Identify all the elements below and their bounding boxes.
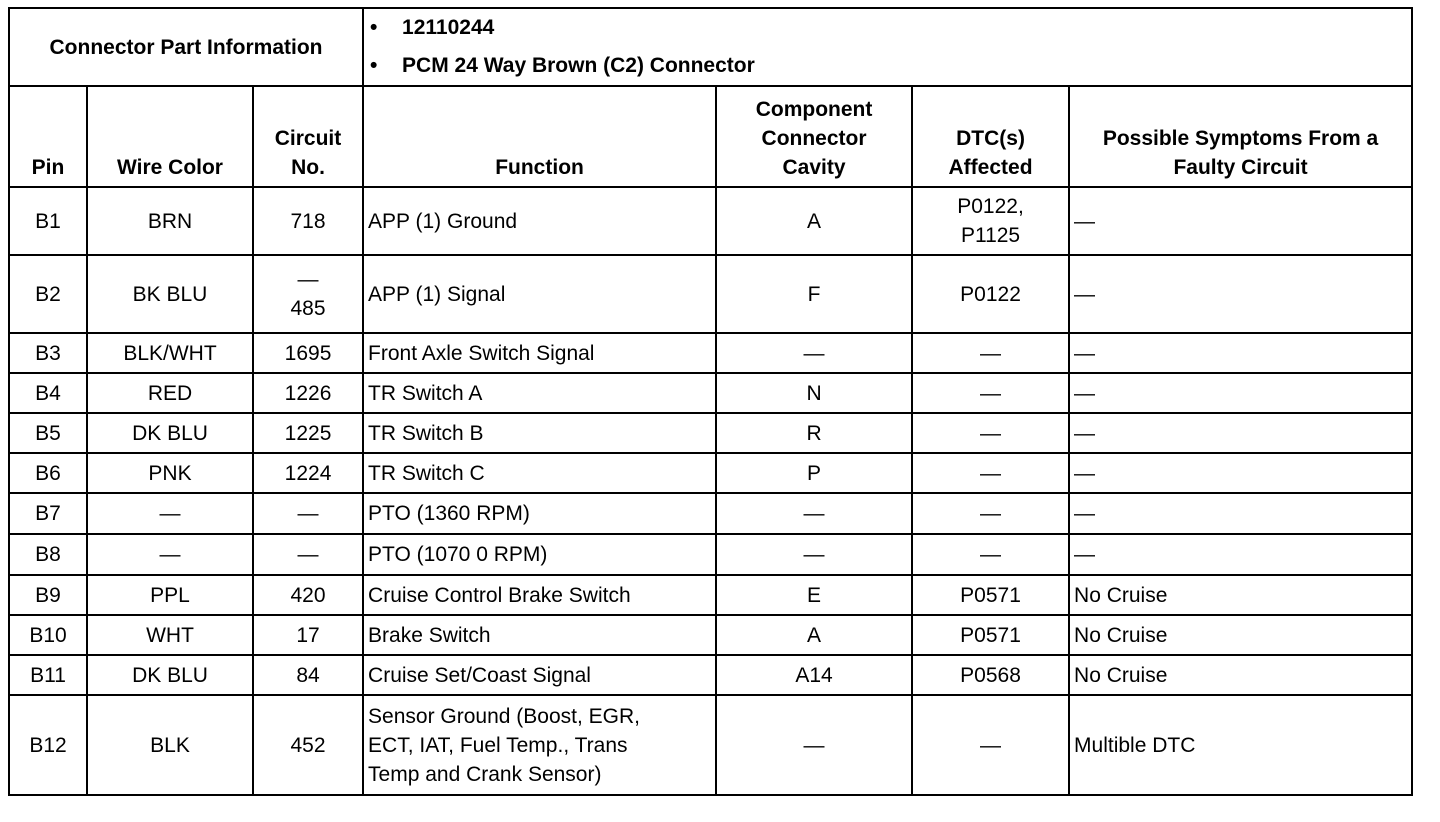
cell-function: Brake Switch bbox=[363, 615, 716, 655]
table-row bbox=[9, 695, 1412, 795]
cell-pin: B9 bbox=[9, 575, 87, 615]
cell-circuit: 452 bbox=[253, 695, 363, 795]
table-row bbox=[9, 534, 1412, 575]
cell-symptom: — bbox=[1069, 373, 1412, 413]
cell-symptom: — bbox=[1069, 493, 1412, 534]
cell-circuit: 1226 bbox=[253, 373, 363, 413]
column-header-row bbox=[9, 86, 1412, 187]
cell-wire-color: DK BLU bbox=[87, 655, 253, 695]
cell-dtc: P0568 bbox=[912, 655, 1069, 695]
cell-dtc: — bbox=[912, 373, 1069, 413]
cell-wire-color: RED bbox=[87, 373, 253, 413]
cell-cavity: — bbox=[716, 695, 912, 795]
cell-function: Cruise Set/Coast Signal bbox=[363, 655, 716, 695]
cell-pin: B8 bbox=[9, 534, 87, 575]
cell-dtc: — bbox=[912, 413, 1069, 453]
cell-pin: B2 bbox=[9, 255, 87, 333]
connector-info-list bbox=[368, 9, 1407, 85]
cell-symptom: No Cruise bbox=[1069, 575, 1412, 615]
cell-circuit: 1695 bbox=[253, 333, 363, 373]
cell-cavity: A bbox=[716, 615, 912, 655]
cell-function: PTO (1360 RPM) bbox=[363, 493, 716, 534]
cell-pin: B12 bbox=[9, 695, 87, 795]
col-header-circuit: Circuit No. bbox=[253, 86, 363, 187]
col-header-function: Function bbox=[363, 86, 716, 187]
table-row bbox=[9, 655, 1412, 695]
cell-function: PTO (1070 0 RPM) bbox=[363, 534, 716, 575]
cell-wire-color: BLK/WHT bbox=[87, 333, 253, 373]
cell-cavity: A14 bbox=[716, 655, 912, 695]
cell-function: Front Axle Switch Signal bbox=[363, 333, 716, 373]
cell-circuit: — bbox=[253, 534, 363, 575]
cell-circuit: — 485 bbox=[253, 255, 363, 333]
cell-wire-color: — bbox=[87, 493, 253, 534]
cell-circuit: 1224 bbox=[253, 453, 363, 493]
cell-symptom: No Cruise bbox=[1069, 615, 1412, 655]
table-row bbox=[9, 493, 1412, 534]
cell-function: TR Switch A bbox=[363, 373, 716, 413]
table-row bbox=[9, 453, 1412, 493]
cell-pin: B5 bbox=[9, 413, 87, 453]
connector-info-row bbox=[9, 8, 1412, 86]
cell-pin: B10 bbox=[9, 615, 87, 655]
cell-wire-color: DK BLU bbox=[87, 413, 253, 453]
cell-symptom: — bbox=[1069, 187, 1412, 255]
cell-cavity: R bbox=[716, 413, 912, 453]
col-header-dtc: DTC(s) Affected bbox=[912, 86, 1069, 187]
cell-wire-color: — bbox=[87, 534, 253, 575]
col-header-pin: Pin bbox=[9, 86, 87, 187]
cell-wire-color: PPL bbox=[87, 575, 253, 615]
cell-cavity: E bbox=[716, 575, 912, 615]
cell-dtc: P0571 bbox=[912, 615, 1069, 655]
connector-info-cell bbox=[363, 8, 1412, 86]
table-row bbox=[9, 187, 1412, 255]
cell-dtc: — bbox=[912, 534, 1069, 575]
cell-dtc: — bbox=[912, 695, 1069, 795]
cell-symptom: — bbox=[1069, 333, 1412, 373]
connector-table bbox=[8, 7, 1413, 796]
cell-function: Cruise Control Brake Switch bbox=[363, 575, 716, 615]
cell-circuit: 84 bbox=[253, 655, 363, 695]
cell-cavity: — bbox=[716, 534, 912, 575]
cell-wire-color: PNK bbox=[87, 453, 253, 493]
cell-dtc: P0571 bbox=[912, 575, 1069, 615]
cell-dtc: P0122, P1125 bbox=[912, 187, 1069, 255]
cell-function: APP (1) Signal bbox=[363, 255, 716, 333]
cell-pin: B6 bbox=[9, 453, 87, 493]
table-row bbox=[9, 575, 1412, 615]
cell-pin: B4 bbox=[9, 373, 87, 413]
cell-dtc: P0122 bbox=[912, 255, 1069, 333]
cell-wire-color: BLK bbox=[87, 695, 253, 795]
cell-wire-color: BK BLU bbox=[87, 255, 253, 333]
col-header-symptoms: Possible Symptoms From a Faulty Circuit bbox=[1069, 86, 1412, 187]
pin-rows bbox=[9, 187, 1412, 795]
cell-function: APP (1) Ground bbox=[363, 187, 716, 255]
table-row bbox=[9, 615, 1412, 655]
cell-dtc: — bbox=[912, 333, 1069, 373]
table-row bbox=[9, 333, 1412, 373]
cell-symptom: — bbox=[1069, 413, 1412, 453]
cell-cavity: P bbox=[716, 453, 912, 493]
col-header-cavity: Component Connector Cavity bbox=[716, 86, 912, 187]
connector-description: • PCM 24 Way Brown (C2) Connector bbox=[370, 47, 1407, 85]
cell-wire-color: WHT bbox=[87, 615, 253, 655]
cell-symptom: No Cruise bbox=[1069, 655, 1412, 695]
cell-circuit: 420 bbox=[253, 575, 363, 615]
cell-function: TR Switch B bbox=[363, 413, 716, 453]
cell-cavity: N bbox=[716, 373, 912, 413]
connector-info-title: Connector Part Information bbox=[9, 8, 363, 86]
cell-cavity: — bbox=[716, 493, 912, 534]
cell-circuit: — bbox=[253, 493, 363, 534]
cell-symptom: — bbox=[1069, 255, 1412, 333]
cell-circuit: 17 bbox=[253, 615, 363, 655]
cell-pin: B7 bbox=[9, 493, 87, 534]
table-row bbox=[9, 373, 1412, 413]
cell-pin: B11 bbox=[9, 655, 87, 695]
cell-circuit: 1225 bbox=[253, 413, 363, 453]
col-header-wire-color: Wire Color bbox=[87, 86, 253, 187]
table-row bbox=[9, 413, 1412, 453]
cell-pin: B1 bbox=[9, 187, 87, 255]
table-row bbox=[9, 255, 1412, 333]
cell-symptom: Multible DTC bbox=[1069, 695, 1412, 795]
cell-wire-color: BRN bbox=[87, 187, 253, 255]
part-number: • 12110244 bbox=[370, 9, 1407, 47]
cell-function: TR Switch C bbox=[363, 453, 716, 493]
cell-pin: B3 bbox=[9, 333, 87, 373]
cell-dtc: — bbox=[912, 453, 1069, 493]
cell-cavity: A bbox=[716, 187, 912, 255]
cell-symptom: — bbox=[1069, 453, 1412, 493]
cell-cavity: F bbox=[716, 255, 912, 333]
cell-symptom: — bbox=[1069, 534, 1412, 575]
cell-circuit: 718 bbox=[253, 187, 363, 255]
cell-function: Sensor Ground (Boost, EGR, ECT, IAT, Fuel Temp., Trans Temp and Crank Sensor) bbox=[363, 695, 716, 795]
cell-dtc: — bbox=[912, 493, 1069, 534]
cell-cavity: — bbox=[716, 333, 912, 373]
